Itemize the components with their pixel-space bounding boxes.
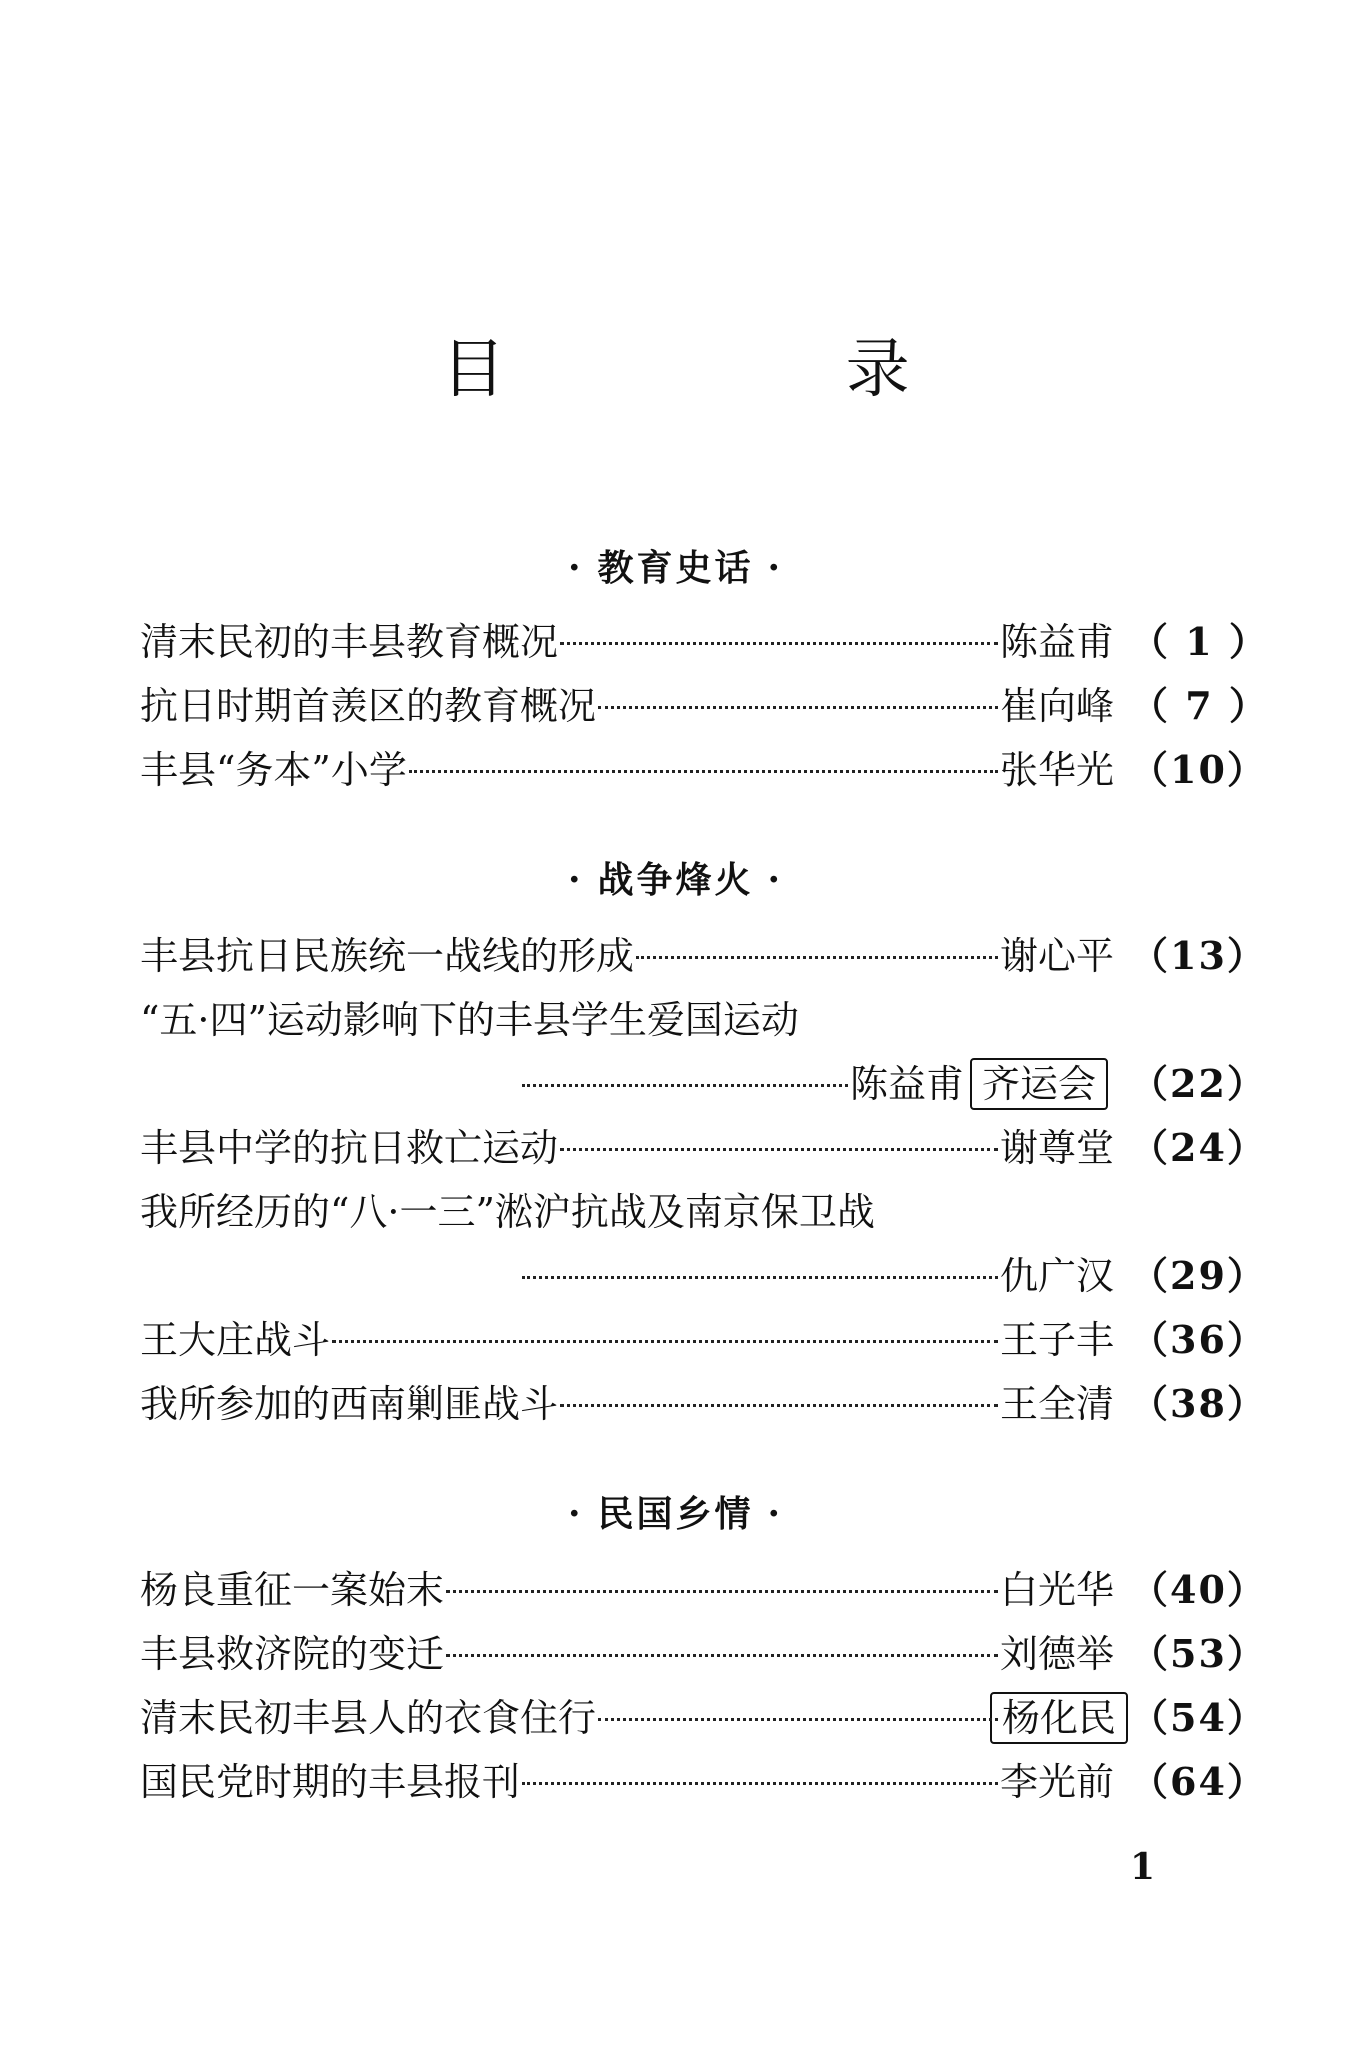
entry-title: 国民党时期的丰县报刊	[140, 1760, 521, 1804]
dot-leader	[636, 956, 998, 959]
entry-title: 我所参加的西南剿匪战斗	[140, 1382, 559, 1426]
entry-coauthor-boxed: 齐运会	[970, 1058, 1108, 1110]
entry-page: （36）	[1130, 1317, 1267, 1362]
entry-page: （40）	[1130, 1567, 1267, 1612]
toc-entry[interactable]	[140, 928, 1267, 984]
dot-leader	[560, 1148, 998, 1151]
section-heading-text: 民国乡情	[597, 1493, 754, 1535]
toc-entry[interactable]	[140, 1376, 1267, 1432]
entry-title-wrapped[interactable]: “五·四”运动影响下的丰县学生爱国运动	[140, 998, 799, 1042]
entry-page: （54）	[1130, 1695, 1267, 1740]
dot-leader	[446, 1590, 998, 1593]
dot-leader	[598, 706, 998, 709]
page-number: 1	[1129, 1846, 1155, 1888]
entry-author: 谢尊堂	[1000, 1126, 1115, 1170]
toc-entry-continuation[interactable]	[520, 1248, 1267, 1304]
page-title: 目 录	[441, 333, 1070, 407]
entry-title: 丰县中学的抗日救亡运动	[140, 1126, 559, 1170]
toc-entry[interactable]	[140, 614, 1269, 670]
entry-page: （ 7 ）	[1130, 683, 1269, 728]
section-heading	[0, 1486, 1351, 1537]
dot-leader	[522, 1276, 998, 1279]
entry-title: 杨良重征一案始末	[140, 1568, 445, 1612]
entry-author: 王子丰	[1000, 1318, 1115, 1362]
section-heading-text: 战争烽火	[597, 859, 754, 901]
heading-dot: ·	[567, 859, 584, 901]
dot-leader	[446, 1654, 998, 1657]
entry-author: 王全清	[1000, 1382, 1115, 1426]
entry-title: 清末民初的丰县教育概况	[140, 620, 559, 664]
dot-leader	[560, 1404, 998, 1407]
entry-title: 抗日时期首羡区的教育概况	[140, 684, 597, 728]
dot-leader	[409, 770, 998, 773]
section-heading-text: 教育史话	[597, 547, 754, 589]
entry-page: （10）	[1130, 747, 1267, 792]
entry-page: （38）	[1130, 1381, 1267, 1426]
heading-dot: ·	[767, 1493, 784, 1535]
entry-title: 丰县救济院的变迁	[140, 1632, 445, 1676]
entry-coauthor-wrap	[980, 1056, 1130, 1112]
toc-entry[interactable]	[140, 742, 1267, 798]
heading-dot: ·	[767, 547, 784, 589]
entry-author: 白光华	[1000, 1568, 1115, 1612]
toc-entry[interactable]	[140, 1562, 1267, 1618]
entry-page: （24）	[1130, 1125, 1267, 1170]
entry-author: 仇广汉	[1000, 1254, 1115, 1298]
entry-author: 崔向峰	[1000, 684, 1115, 728]
entry-page: （13）	[1130, 933, 1267, 978]
section-heading	[0, 540, 1351, 591]
section-heading	[0, 852, 1351, 903]
heading-dot: ·	[567, 547, 584, 589]
toc-entry[interactable]	[140, 1120, 1267, 1176]
entry-author: 张华光	[1000, 748, 1115, 792]
toc-entry[interactable]	[140, 1690, 1267, 1746]
entry-title-wrapped[interactable]: 我所经历的“八·一三”淞沪抗战及南京保卫战	[140, 1190, 875, 1234]
entry-author: 陈益甫	[1000, 620, 1115, 664]
entry-title: 王大庄战斗	[140, 1318, 331, 1362]
entry-author: 刘德举	[1000, 1632, 1115, 1676]
heading-dot: ·	[767, 859, 784, 901]
entry-author-boxed: 杨化民	[990, 1692, 1128, 1744]
entry-page: （29）	[1130, 1253, 1267, 1298]
entry-author-boxed-wrap	[1000, 1690, 1130, 1746]
entry-page: （ 1 ）	[1130, 619, 1269, 664]
toc-entry[interactable]	[140, 1312, 1267, 1368]
entry-author: 谢心平	[1000, 934, 1115, 978]
entry-title: 丰县“务本”小学	[140, 748, 407, 792]
dot-leader	[332, 1340, 998, 1343]
entry-author: 陈益甫	[850, 1062, 965, 1106]
entry-page: （53）	[1130, 1631, 1267, 1676]
entry-page: （64）	[1130, 1759, 1267, 1804]
heading-dot: ·	[567, 1493, 584, 1535]
dot-leader	[522, 1084, 848, 1087]
entry-author: 李光前	[1000, 1760, 1115, 1804]
toc-entry[interactable]	[140, 1626, 1267, 1682]
dot-leader	[560, 642, 998, 645]
dot-leader	[522, 1782, 998, 1785]
entry-title: 清末民初丰县人的衣食住行	[140, 1696, 597, 1740]
entry-title: 丰县抗日民族统一战线的形成	[140, 934, 635, 978]
toc-entry[interactable]	[140, 1754, 1267, 1810]
toc-entry[interactable]	[140, 678, 1269, 734]
toc-entry-continuation[interactable]	[520, 1056, 1267, 1112]
dot-leader	[598, 1718, 998, 1721]
entry-page: （22）	[1130, 1061, 1267, 1106]
